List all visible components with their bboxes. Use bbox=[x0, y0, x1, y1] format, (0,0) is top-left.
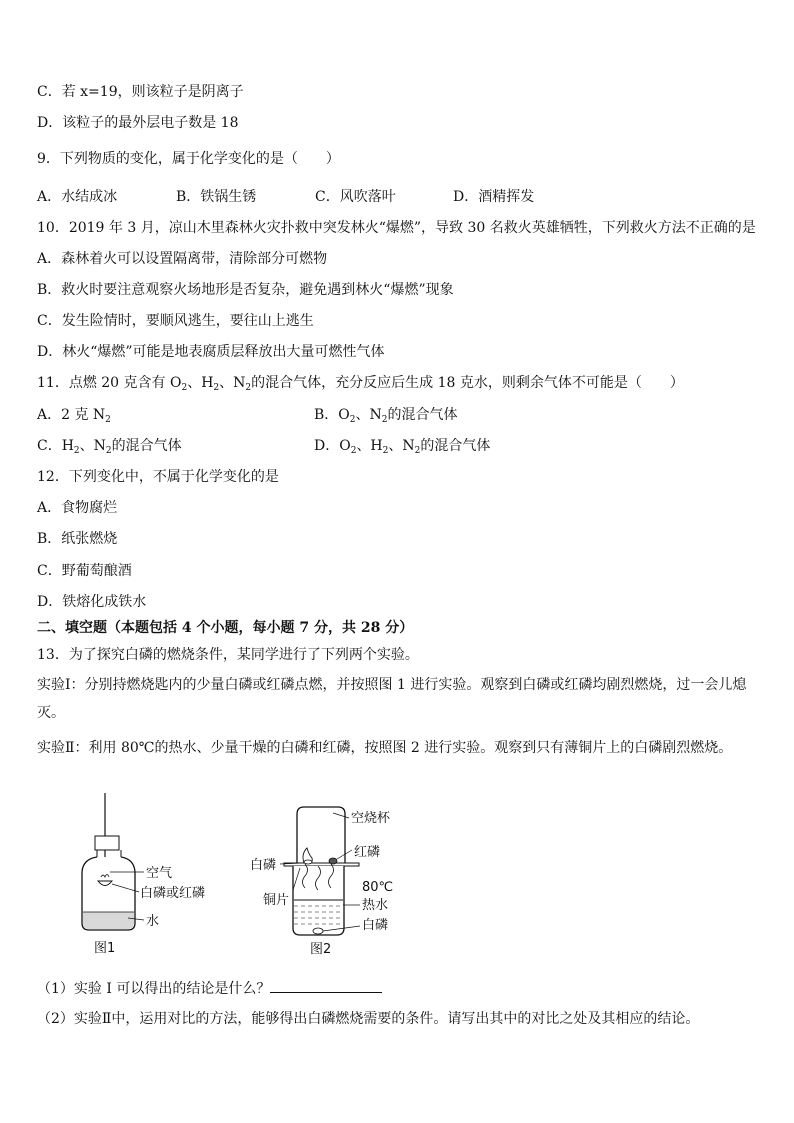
q13-stem: 13．为了探究白磷的燃烧条件，某同学进行了下列两个实验。 bbox=[37, 647, 419, 663]
fig2-red-phosphorus-label: 红磷 bbox=[354, 845, 381, 860]
q11-option-d: D．$O_2$、$H_2$、$N_2$的混合气体 bbox=[314, 438, 491, 456]
figure-1 bbox=[82, 793, 205, 956]
q9-option-b: B．铁锅生锈 bbox=[176, 189, 257, 205]
q10-option-b: B．救火时要注意观察火场地形是否复杂，避免遇到林火“爆燃”现象 bbox=[37, 282, 454, 298]
answer-blank[interactable] bbox=[270, 978, 382, 993]
q13-sub-question-1: （1）实验 I 可以得出的结论是什么？ bbox=[37, 978, 382, 998]
q12-option-a: A．食物腐烂 bbox=[37, 500, 118, 516]
q10-stem: 10．2019 年 3 月，凉山木里森林火灾扑救中突发林火“爆燃”，导致 30 名救火英雄牺牲，下列救火方法不正确的是 bbox=[37, 220, 756, 236]
q10-option-a: A．森林着火可以设置隔离带，清除部分可燃物 bbox=[37, 251, 328, 267]
q11-stem: 11．点燃 20 克含有 $O_2$、$H_2$、$N_2$的混合气体，充分反应后生成 18 克水，则剩余气体不可能是（ ） bbox=[37, 375, 684, 393]
fig1-water-label: 水 bbox=[146, 914, 160, 929]
q8-option-c: C．若 x=19，则该粒子是阴离子 bbox=[37, 84, 244, 100]
fig2-hot-water-label: 热水 bbox=[362, 898, 389, 913]
q12-stem: 12．下列变化中，不属于化学变化的是 bbox=[37, 469, 279, 485]
q11-option-c: C．$H_2$、$N_2$的混合气体 bbox=[37, 438, 182, 456]
experiment-figures bbox=[0, 780, 794, 965]
fig2-copper-label: 铜片 bbox=[263, 893, 290, 908]
q9-option-d: D．酒精挥发 bbox=[453, 189, 535, 205]
figure-2 bbox=[250, 807, 393, 957]
q8-option-d: D．该粒子的最外层电子数是 18 bbox=[37, 115, 239, 131]
fig1-air-label: 空气 bbox=[146, 866, 173, 881]
q9-option-a: A．水结成冰 bbox=[37, 189, 118, 205]
fig2-temperature-label: 80℃ bbox=[362, 880, 394, 895]
fig1-phosphorus-label: 白磷或红磷 bbox=[140, 886, 206, 901]
q10-option-d: D．林火“爆燃”可能是地表腐质层释放出大量可燃性气体 bbox=[37, 344, 385, 360]
fig2-caption: 图2 bbox=[310, 942, 332, 957]
fig2-white-phosphorus-left-label: 白磷 bbox=[250, 858, 277, 873]
q9-stem: 9．下列物质的变化，属于化学变化的是（ ） bbox=[37, 151, 340, 167]
q9-option-c: C．风吹落叶 bbox=[315, 189, 396, 205]
q13-experiment-2: 实验Ⅱ：利用 80℃的热水、少量干燥的白磷和红磷，按照图 2 进行实验。观察到只有薄铜片上的白磷剧烈燃烧。 bbox=[37, 740, 733, 756]
q10-option-c: C．发生险情时，要顺风逃生，要往山上逃生 bbox=[37, 313, 314, 329]
fig2-beaker-label: 空烧杯 bbox=[351, 811, 391, 826]
fig1-caption: 图1 bbox=[94, 941, 116, 956]
fig2-white-phosphorus-bottom-label: 白磷 bbox=[362, 918, 389, 933]
q11-option-a: A．2 克 $N_2$ bbox=[37, 407, 111, 425]
section-heading: 二、填空题（本题包括 4 个小题，每小题 7 分，共 28 分） bbox=[37, 620, 414, 636]
q12-option-c: C．野葡萄酿酒 bbox=[37, 563, 132, 579]
q12-option-d: D．铁熔化成铁水 bbox=[37, 594, 147, 610]
q12-option-b: B．纸张燃烧 bbox=[37, 531, 118, 547]
q13-sub-question-2: （2）实验Ⅱ中，运用对比的方法，能够得出白磷燃烧需要的条件。请写出其中的对比之处及其相应的结论。 bbox=[37, 1011, 700, 1027]
q13-experiment-1: 实验Ⅰ：分别持燃烧匙内的少量白磷或红磷点燃，并按照图 1 进行实验。观察到白磷或红磷均剧烈燃烧，过一会儿熄灭。 bbox=[37, 677, 747, 721]
q11-option-b: B．$O_2$、$N_2$的混合气体 bbox=[314, 407, 458, 425]
